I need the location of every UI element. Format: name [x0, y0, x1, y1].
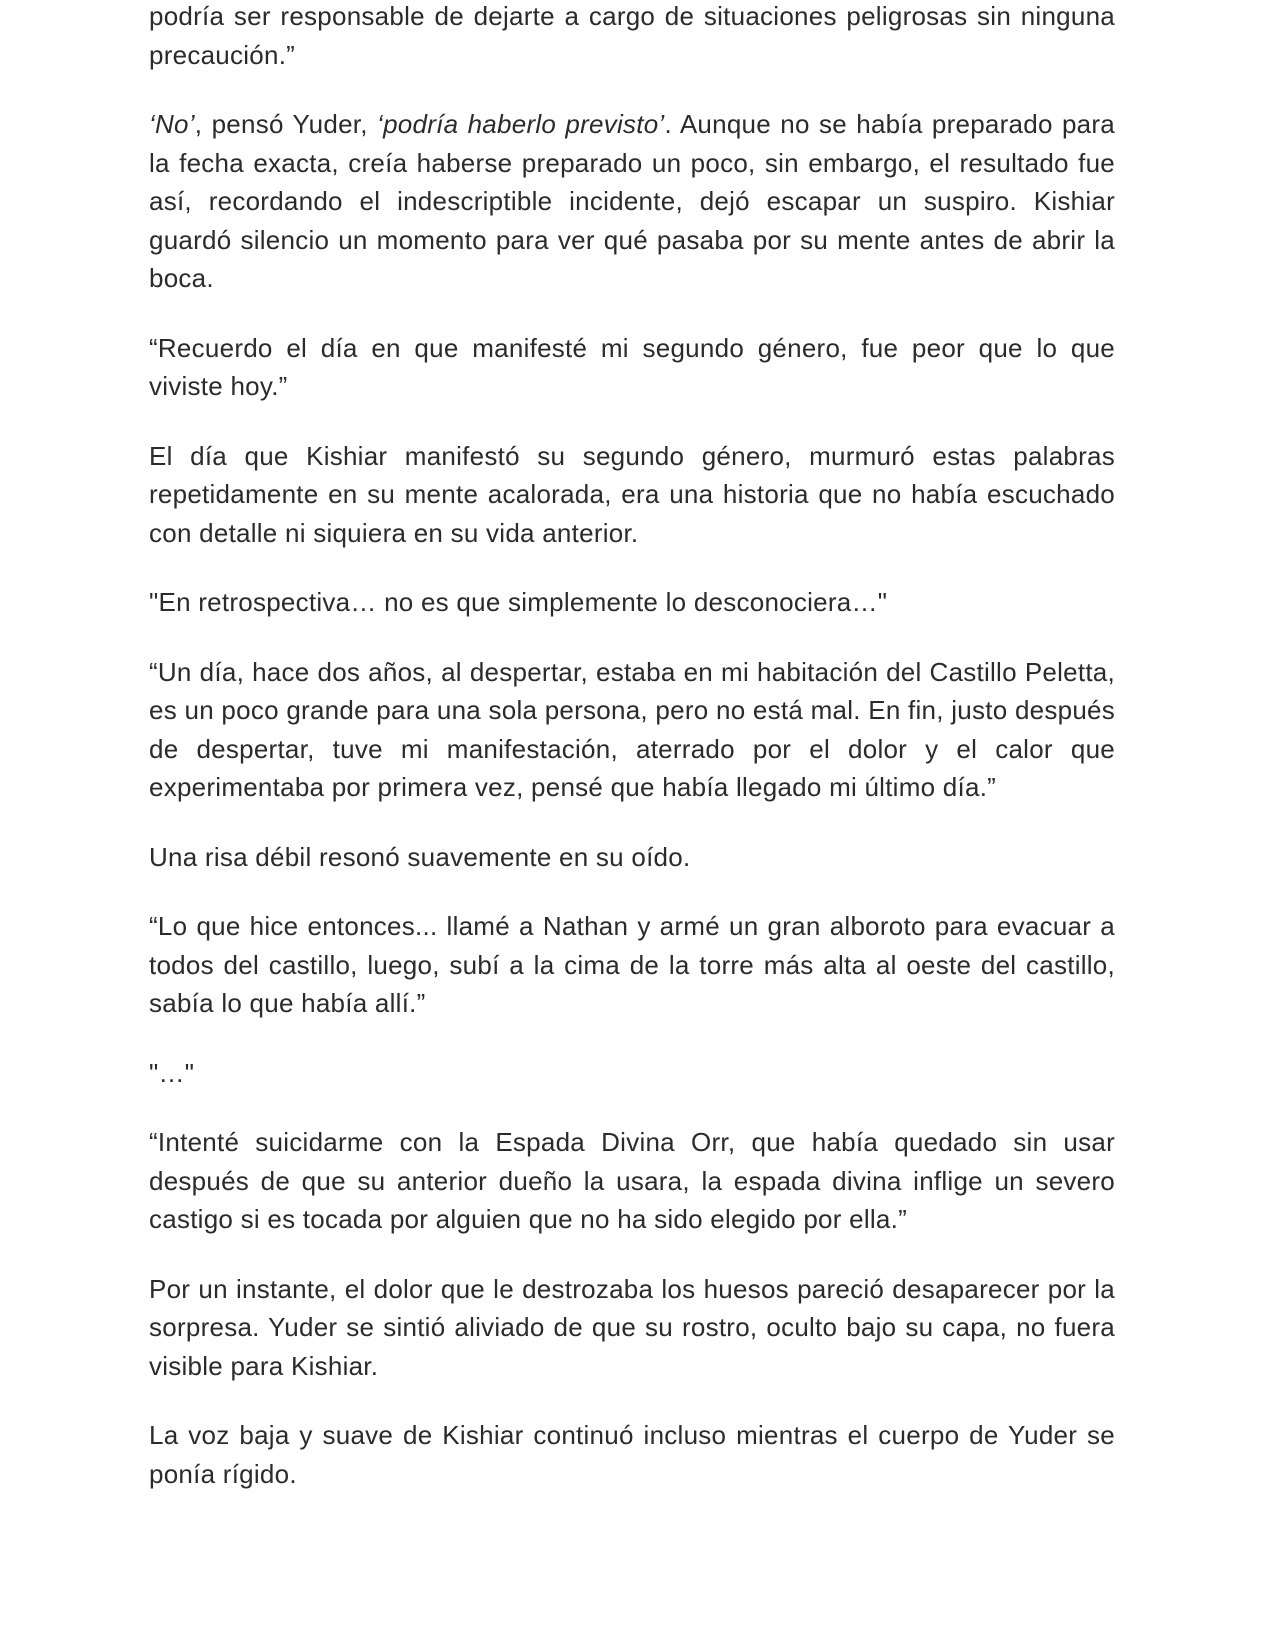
italic-thought: ‘podría haberlo previsto’	[377, 109, 665, 139]
paragraph: “Un día, hace dos años, al despertar, estaba en mi habitación del Castillo Peletta, es un poco grande para una sola persona, pero no está mal. En fin, justo después de despertar, tuve mi manifestación, aterrado por el dolor y el calor que experimentaba por primera vez, pensé que había llegado mi último día.”	[149, 656, 1115, 802]
paragraph: El día que Kishiar manifestó su segundo género, murmuró estas palabras repetidamente en su mente acalorada, era una historia que no había escuchado con detalle ni siquiera en su vida anterior.	[149, 440, 1115, 548]
paragraph-text: . Aunque no se había preparado para la fecha exacta, creía haberse preparado un poco, sin embargo, el resultado fue así, recordando el indescriptible incidente, dejó escapar un suspiro. Kishiar guardó silencio un momento para ver qué pasaba por su mente antes de abrir la boca.	[149, 109, 1116, 293]
paragraph: Una risa débil resonó suavemente en su oído.	[149, 841, 691, 872]
paragraph: “Recuerdo el día en que manifesté mi segundo género, fue peor que lo que viviste hoy.”	[149, 332, 1115, 401]
paragraph: "En retrospectiva… no es que simplemente lo desconociera…"	[149, 587, 888, 617]
paragraph: podría ser responsable de dejarte a cargo de situaciones peligrosas sin ninguna precaución.”	[149, 1, 1115, 70]
document-page	[149, 0, 1115, 1524]
paragraph: "…"	[149, 1057, 195, 1088]
paragraph: Por un instante, el dolor que le destrozaba los huesos pareció desaparecer por la sorpresa. Yuder se sintió aliviado de que su rostro, oculto bajo su capa, no fuera visible para Kishiar.	[149, 1273, 1115, 1381]
paragraph: La voz baja y suave de Kishiar continuó incluso mientras el cuerpo de Yuder se ponía rígido.	[149, 1420, 1115, 1489]
paragraph	[149, 105, 1115, 298]
paragraph: “Lo que hice entonces... llamé a Nathan y armé un gran alboroto para evacuar a todos del castillo, luego, subí a la cima de la torre más alta al oeste del castillo, sabía lo que había allí.”	[149, 911, 1115, 1018]
paragraph-text: , pensó Yuder,	[194, 109, 378, 139]
italic-thought: ‘No’	[149, 109, 195, 139]
paragraph: “Intenté suicidarme con la Espada Divina Orr, que había quedado sin usar después de que su anterior dueño la usara, la espada divina inflige un severo castigo si es tocada por alguien que no ha sido elegido por ella.”	[149, 1127, 1115, 1234]
